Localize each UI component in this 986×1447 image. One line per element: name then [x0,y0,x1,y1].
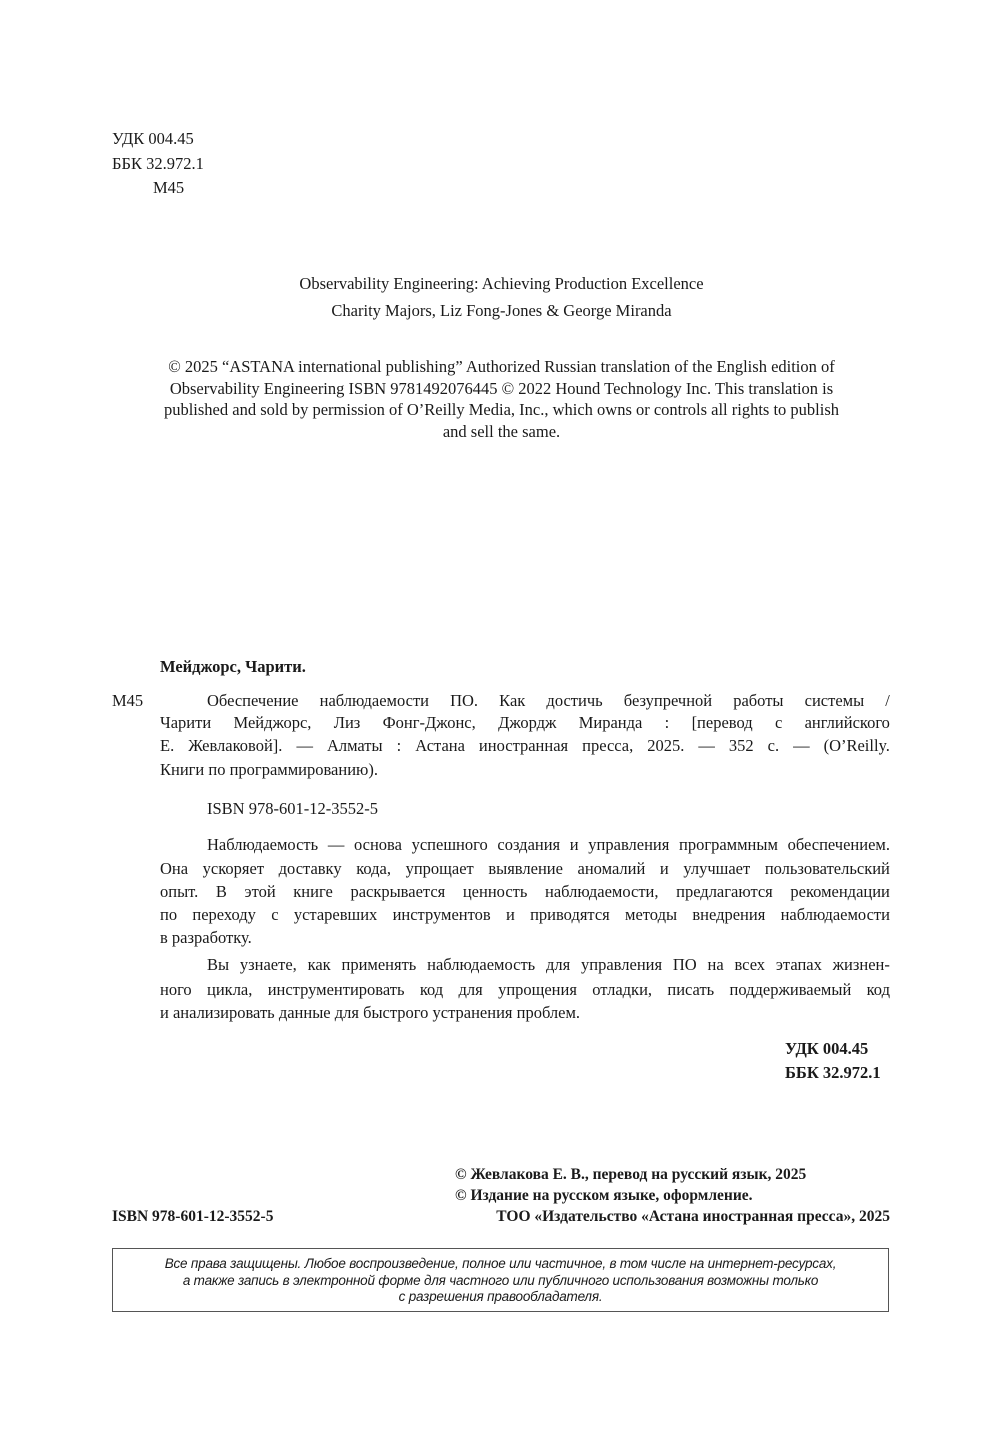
abstract-line: Вы узнаете, как применять наблюдаемость для управления ПО на всех этапах жизнен- [207,955,890,974]
original-title: Observability Engineering: Achieving Production Excellence [299,274,704,293]
imprint-line: ТОО «Издательство «Астана иностранная пресса», 2025 [496,1208,890,1225]
copyright-line: © 2025 “ASTANA international publishing” Authorized Russian translation of the English edition of [168,357,835,376]
rights-line: с разрешения правообладателя. [398,1289,603,1304]
abstract-line: в разработку. [160,928,252,947]
footer-udk: УДК 004.45 [785,1039,869,1058]
udk-code: УДК 004.45 [112,129,194,148]
imprint-line: © Издание на русском языке, оформление. [455,1187,753,1204]
abstract-line: опыт. В этой книге раскрывается ценность наблюдаемости, предлагаются рекомендации [160,882,890,901]
catalog-line: Чарити Мейджорс, Лиз Фонг-Джонс, Джордж Миранда : [перевод с английского [160,713,890,732]
abstract-line: по переходу с устаревших инструментов и приводятся методы внедрения наблюдаемости [160,905,890,924]
abstract-line: Наблюдаемость — основа успешного создания и управления программным обеспечением. [207,835,890,854]
abstract-line: ного цикла, инструментировать код для упрощения отладки, писать поддерживаемый код [160,980,890,999]
copyright-line: published and sold by permission of O’Reilly Media, Inc., which owns or controls all rights to publish [163,400,840,419]
abstract-line: и анализировать данные для быстрого устранения проблем. [160,1003,581,1022]
catalog-line: Книги по программированию). [160,760,378,779]
author-mark: М45 [153,178,185,197]
bbk-code: ББК 32.972.1 [112,154,204,173]
copyright-line: and sell the same. [442,422,561,441]
rights-line: а также запись в электронной форме для частного или публичного использования возможны только [182,1272,819,1288]
abstract-line: Она ускоряет доставку кода, упрощает выявление аномалий и улучшает пользовательский [160,859,890,878]
catalog-line: Обеспечение наблюдаемости ПО. Как достичь безупречной работы системы / [207,691,890,710]
original-authors: Charity Majors, Liz Fong-Jones & George Miranda [331,301,672,320]
catalog-heading: Мейджорс, Чарити. [160,657,306,676]
imprint-line: © Жевлакова Е. В., перевод на русский язык, 2025 [455,1166,807,1183]
catalog-isbn: ISBN 978-601-12-3552-5 [207,799,378,818]
copyright-line: Observability Engineering ISBN 9781492076445 © 2022 Hound Technology Inc. This translation is [169,379,834,398]
imprint-isbn: ISBN 978-601-12-3552-5 [112,1208,274,1225]
catalog-line: Е. Жевлаковой]. — Алматы : Астана иностранная пресса, 2025. — 352 с. — (O’Reilly. [160,736,890,755]
footer-bbk: ББК 32.972.1 [785,1063,881,1082]
rights-line: Все права защищены. Любое воспроизведение, полное или частичное, в том числе на интернет-ресурсах, [164,1256,837,1271]
catalog-mark: М45 [112,691,144,710]
rights-notice-box [112,1248,889,1312]
